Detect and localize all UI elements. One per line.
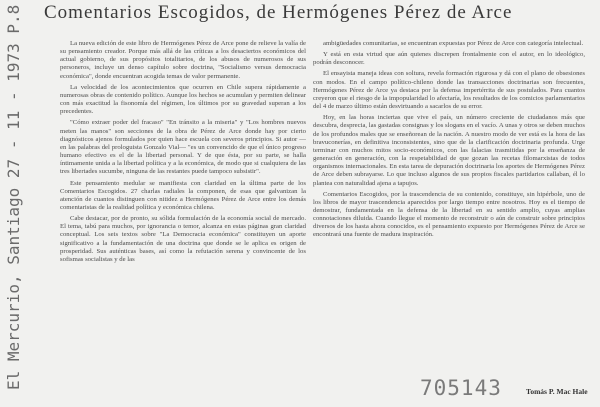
paragraph: Este pensamiento medular se manifiesta con claridad en la última parte de los Comentarios Escogidos. 27 charlas radiales la componen, de esas que galvanizan la atención de cuantos distinguen con nitidez a Hermógenes Pérez de Arce entre los demás comentaristas de la realidad política y económica chilena. [60, 179, 306, 211]
article-title: Comentarios Escogidos, de Hermógenes Pérez de Arce [44, 2, 513, 23]
handwritten-source-note [2, 4, 42, 390]
right-column [313, 40, 585, 243]
left-column [60, 40, 306, 267]
paragraph: Cabe destacar, por de pronto, su sólida formulación de la economía social de mercado. El tema, tabú para muchos, por ignorancia o temor, alcanza en estas páginas gran claridad conceptual. Los seis textos sobre "La Democracia económica" constituyen un aporte significativo a la fundamentación de una doctrina que donde se le aplica es origen de prosperidad. Sus auténticas bases, así como la refutación serena y convincente de los sofismas socialistas y de las [60, 215, 306, 263]
paragraph: ambigüedades comunitarias, se encuentran expuestas por Pérez de Arce con categoría intelectual. [323, 40, 584, 47]
paragraph: La velocidad de los acontecimientos que ocurren en Chile supera rápidamente a numerosas obras de contenido político. Aunque los hechos se acumulan y permiten delinear con más exactitud la fisonomía del régimen, los últimos por su gravedad superan a los precedentes. [60, 83, 306, 116]
author-signature: Tomás P. Mac Hale [526, 387, 588, 396]
paragraph: "Cómo extraer poder del fracaso" "En tránsito a la miseria" y "Los hombres nuevos meten las manos" son secciones de la obra de Pérez de Arce donde hay por cierto diagnósticos ajenos formulados por quien hace escuela con severos principios. Si autor —en las palabras del prologuista Gonzalo Vial— "es un convencido de que el único progreso humano efectivo es el de la libertad personal. Y de que ésta, por su parte, se halla íntimamente unida a la libertad política y a la económica, de modo que si cualquiera de las tres libertades sucumbe, ninguna de las restantes puede tampoco subsistir". [60, 119, 306, 176]
paragraph: La nueva edición de este libro de Hermógenes Pérez de Arce pone de relieve la valía de su pensamiento creador. Porque más allá de las críticas a los desaciertos económicos del actual gobierno, de sus propósitos totalitarios, de los abusos de numerosos de sus personeros, incluye un denso capítulo sobre doctrina, "Socialismo versus democracia económica", donde encuentran acogida temas de valor permanente. [60, 40, 306, 80]
handwritten-catalog-number: 705143 [420, 376, 502, 400]
paragraph: Y está en esta virtud que aún quienes discrepen frontalmente con el autor, en lo ideológico, podrán desconocer. [313, 51, 585, 67]
paragraph: Comentarios Escogidos, por la trascendencia de su contenido, constituye, sin hipérbole, uno de los libros de mayor trascendencia aparecidos por largo tiempo entre nosotros. Hoy es el tiempo de demostrar, fundamentada en la defensa de la libertad en su sentido amplio, cuyas amplias connotaciones diluida. Cuando llegue el momento de reconstruir o aún de construir sobre principios diversos de los hasta ahora conocidos, es el pensamiento expuesto por Hermógenes Pérez de Arce se encontrará una fuente de madura inspiración. [313, 190, 585, 239]
paragraph: El ensayista maneja ideas con soltura, revela formación rigurosa y dá con el plano de obsesiones con modos. En el campo político-chileno donde las transacciones doctrinarias son frecuentes, Hermógenes Pérez de Arce ya destaca por la defensa impertérrita de sus postulados. Para cuantos creyeron que el riesgo de la impopularidad lo afectaría, los resultados de los comicios parlamentarios del 4 de marzo último están desvirtuando a sacarlos de su error. [313, 70, 585, 111]
handwritten-text: El Mercurio, Santiago 27 - 11 - 1973 P.8 [4, 4, 23, 390]
paragraph: Hoy, en las horas inciertas que vive el país, un número creciente de ciudadanos más que descubra, desprecia, las gastadas consignas y los slogans en el vacío. A unas y otros se deben muchos de los profundos males que se enseñorean de la nación. A nuestro modo de ver está es la hora de las bravuconerías, en definitiva inconsistentes, sino que de la clarificación doctrinaria profunda. Urge terminar con muchos mitos socio-económicos, con las falacias trasmitidas por la enseñanza de generación en generación, con la respetabilidad de que gozan las recetas filomarxistas de todos organismos internacionales. En esta tarea de depuración doctrinaria los aportes de Hermógenes Pérez de Arce deben subrayarse. Lo que incluso algunos de sus propios fiscales partidarios callaban, él lo plantea con naturalidad ajena a tapujos. [313, 114, 585, 187]
